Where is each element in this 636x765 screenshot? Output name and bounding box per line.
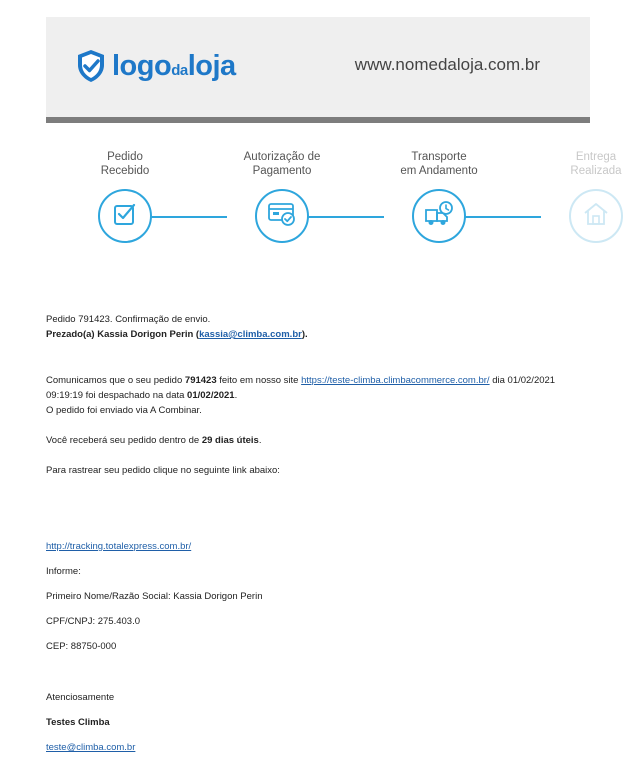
step-pedido-recebido [70, 150, 180, 243]
step-label [70, 150, 180, 180]
cep-line: CEP: 88750-000 [46, 641, 117, 652]
sender-email-paragraph [46, 740, 591, 755]
store-url[interactable]: www.nomedaloja.com.br [354, 55, 540, 74]
msg-text: Comunicamos que o seu pedido [46, 375, 185, 386]
payment-card-icon [267, 200, 297, 233]
step-autorizacao-pagamento [227, 150, 337, 243]
logo-text-loja: loja [187, 49, 236, 82]
sender-email-link[interactable]: teste@climba.com.br [46, 742, 136, 753]
msg-text: dia 01/02/2021 09:19:19 foi despachado na data [46, 375, 556, 401]
greeting [46, 327, 591, 342]
greeting-prefix: Prezado(a) Kassia Dorigon Perin ( [46, 329, 200, 340]
msg-text: feito em nosso site [216, 375, 302, 386]
tracking-link[interactable]: http://tracking.totalexpress.com.br/ [46, 541, 192, 552]
order-subject: Pedido 791423. Confirmação de envio. [46, 314, 211, 325]
step-label-line2: em Andamento [400, 165, 478, 177]
step-label-line2: Pagamento [252, 165, 312, 177]
shield-check-icon [76, 49, 106, 83]
step-circle [412, 189, 466, 243]
delivery-days: 29 dias úteis [201, 435, 259, 446]
ship-date: 01/02/2021 [187, 390, 235, 401]
tracking-intro: Para rastrear seu pedido clique no seguinte link abaixo: [46, 465, 280, 476]
step-label [384, 150, 494, 180]
email-header [46, 17, 590, 117]
step-label [227, 150, 337, 180]
customer-email-link[interactable]: kassia@climba.com.br [199, 329, 302, 340]
header-divider [46, 117, 590, 123]
delivery-truck-icon [423, 200, 455, 233]
store-logo[interactable] [76, 46, 236, 86]
shipping-method: O pedido foi enviado via A Combinar. [46, 405, 202, 416]
checkbox-icon [112, 201, 138, 232]
step-label [541, 150, 636, 180]
step-label-line2: Recebido [100, 165, 150, 177]
step-circle [569, 189, 623, 243]
step-label-line2: Realizada [570, 165, 622, 177]
delivery-estimate [46, 433, 591, 448]
logo-text-da: da [171, 61, 188, 79]
step-entrega-realizada [541, 150, 636, 243]
msg-text: . [234, 390, 238, 401]
step-label-line1: Autorização de [243, 151, 321, 163]
house-icon [582, 201, 610, 232]
greeting-suffix: ). [301, 329, 308, 340]
inform-label: Informe: [46, 566, 81, 577]
logo-text-logo: logo [112, 49, 172, 82]
step-transporte-andamento [384, 150, 494, 243]
step-label-line1: Pedido [107, 151, 143, 163]
logo-text [112, 50, 236, 83]
step-label-line1: Entrega [575, 151, 617, 163]
email-body [46, 312, 591, 755]
delivery-text: . [258, 435, 262, 446]
step-circle [255, 189, 309, 243]
cpf-line: CPF/CNPJ: 275.403.0 [46, 616, 140, 627]
delivery-text: Você receberá seu pedido dentro de [46, 435, 202, 446]
customer-name-line: Primeiro Nome/Razão Social: Kassia Dorigon Perin [46, 591, 263, 602]
store-site-link[interactable]: https://teste-climba.climbacommerce.com.br/ [301, 375, 490, 386]
sender-name: Testes Climba [46, 717, 110, 728]
signoff: Atenciosamente [46, 692, 115, 703]
order-number: 791423 [184, 375, 217, 386]
order-progress-tracker [46, 150, 622, 260]
dispatch-message [46, 373, 591, 403]
step-circle [98, 189, 152, 243]
tracking-paragraph [46, 539, 591, 554]
step-label-line1: Transporte [411, 151, 467, 163]
